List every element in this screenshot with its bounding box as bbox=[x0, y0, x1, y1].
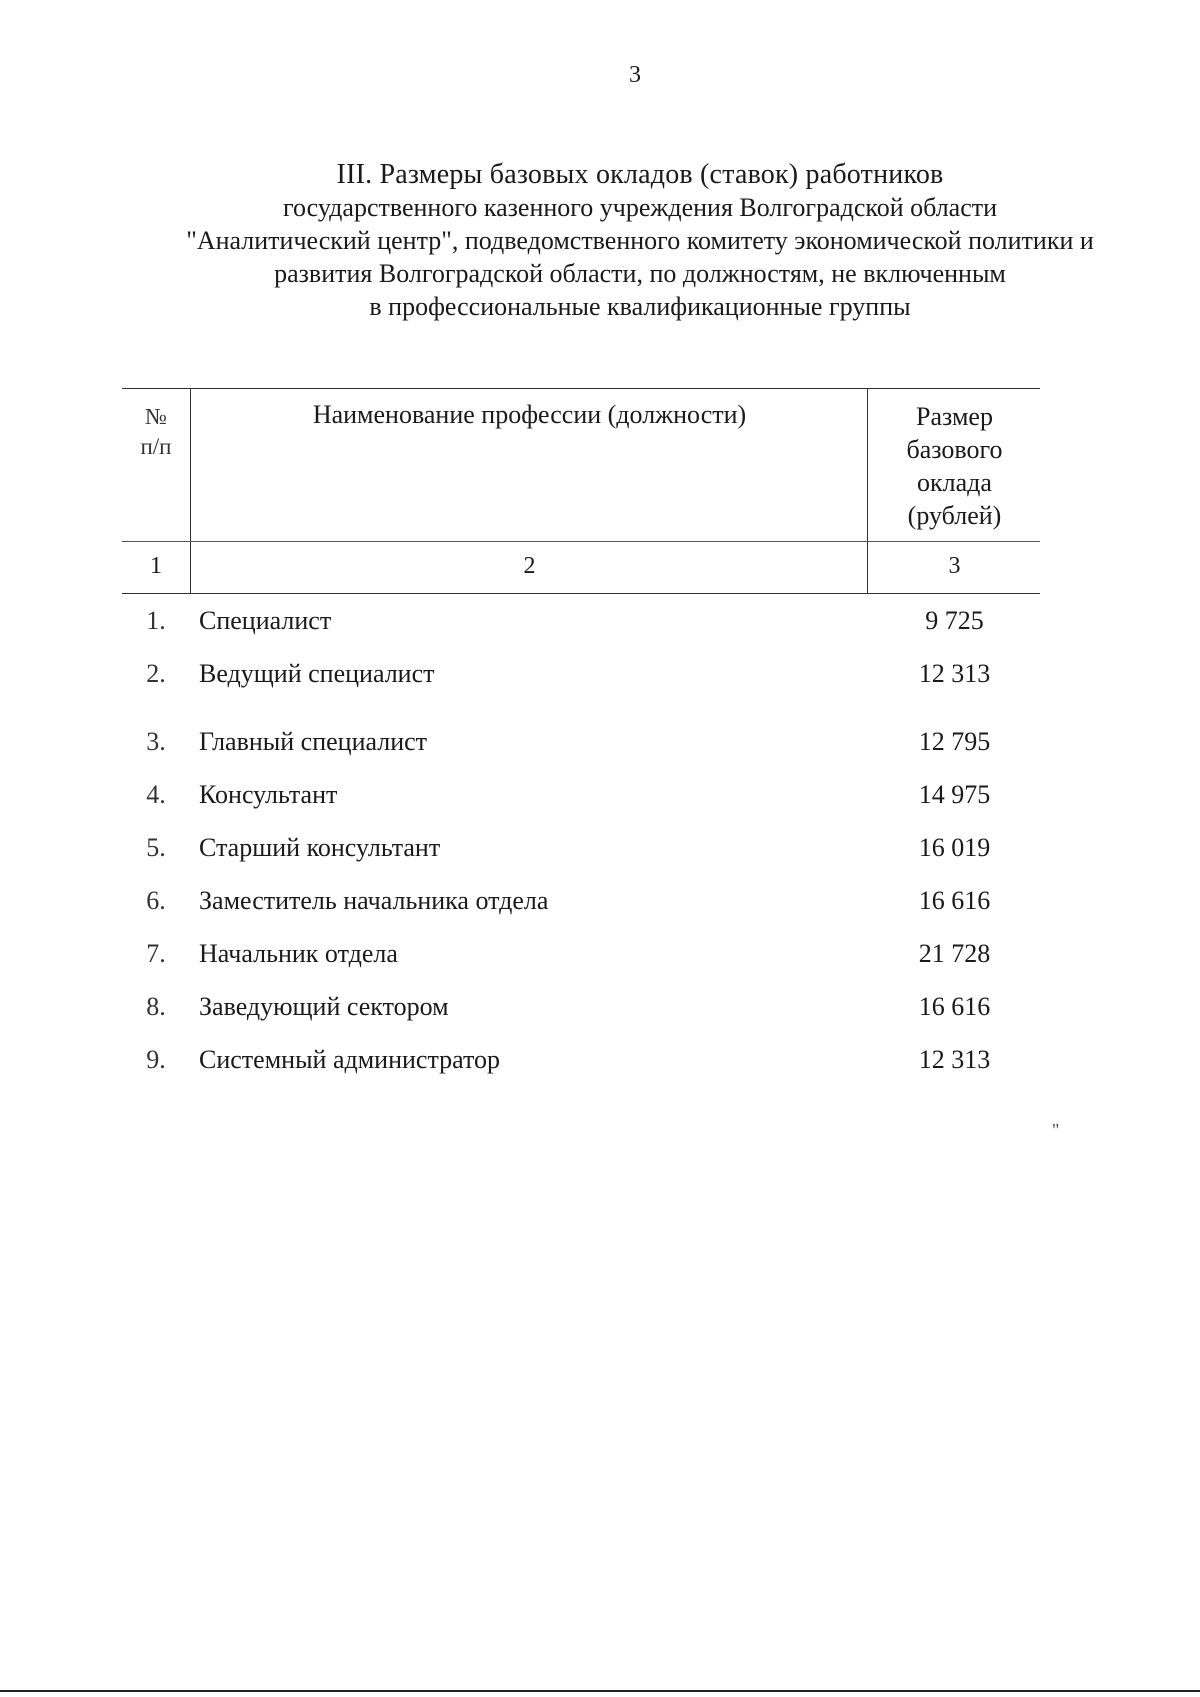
page-number: 3 bbox=[629, 62, 641, 88]
closing-quote-mark: " bbox=[1052, 1120, 1060, 1140]
row-number: 2. bbox=[146, 659, 166, 688]
row-salary: 16 616 bbox=[918, 992, 991, 1021]
table-row bbox=[122, 606, 1040, 659]
page-bottom-rule bbox=[0, 1690, 1200, 1692]
table-row bbox=[122, 780, 1040, 833]
row-number: 3. bbox=[146, 727, 166, 756]
row-position: Системный администратор bbox=[199, 1045, 501, 1074]
header-salary-line: (рублей) bbox=[907, 501, 1002, 530]
table-row bbox=[122, 727, 1040, 780]
header-number-symbol: № bbox=[145, 404, 167, 429]
heading-line-4: развития Волгоградской области, по должностям, не включенным bbox=[274, 259, 1006, 288]
heading-line-2: государственного казенного учреждения Волгоградской области bbox=[282, 193, 998, 222]
row-number: 1. bbox=[146, 606, 166, 635]
column-number: 3 bbox=[948, 553, 961, 579]
table-body bbox=[122, 606, 1040, 1098]
column-number: 2 bbox=[523, 553, 536, 579]
row-salary: 9 725 bbox=[925, 606, 984, 635]
table-header-rule bbox=[122, 541, 1040, 542]
row-salary: 16 616 bbox=[918, 886, 991, 915]
row-position: Заведующий сектором bbox=[199, 992, 449, 1021]
table-row bbox=[122, 886, 1040, 939]
header-salary-line: базового bbox=[906, 435, 1003, 464]
row-position: Заместитель начальника отдела bbox=[199, 886, 549, 915]
heading-line-3: "Аналитический центр", подведомственного комитету экономической политики и bbox=[186, 226, 1094, 255]
row-position: Специалист bbox=[199, 606, 332, 635]
section-heading bbox=[120, 158, 1160, 323]
header-salary bbox=[869, 400, 1040, 532]
row-number: 8. bbox=[146, 992, 166, 1021]
row-number: 7. bbox=[146, 939, 166, 968]
row-number: 5. bbox=[146, 833, 166, 862]
row-position: Главный специалист bbox=[199, 727, 428, 756]
row-salary: 14 975 bbox=[918, 780, 991, 809]
row-salary: 12 313 bbox=[918, 659, 991, 688]
row-number: 9. bbox=[146, 1045, 166, 1074]
table-body-rule bbox=[122, 593, 1040, 594]
table-column-divider bbox=[190, 389, 191, 594]
header-number bbox=[122, 402, 190, 462]
table-column-divider bbox=[867, 389, 868, 594]
row-salary: 16 019 bbox=[918, 833, 991, 862]
table-row bbox=[122, 659, 1040, 712]
row-position: Ведущий специалист bbox=[199, 659, 435, 688]
row-number: 6. bbox=[146, 886, 166, 915]
row-position: Старший консультант bbox=[199, 833, 441, 862]
row-salary: 12 795 bbox=[918, 727, 991, 756]
table-top-rule bbox=[122, 388, 1040, 389]
row-number: 4. bbox=[146, 780, 166, 809]
header-position-name: Наименование профессии (должности) bbox=[312, 400, 747, 429]
table-row bbox=[122, 833, 1040, 886]
row-salary: 12 313 bbox=[918, 1045, 991, 1074]
header-salary-line: Размер bbox=[916, 402, 993, 431]
table-row bbox=[122, 939, 1040, 992]
header-salary-line: оклада bbox=[917, 468, 992, 497]
column-number: 1 bbox=[150, 553, 162, 579]
heading-line-1: III. Размеры базовых окладов (ставок) работников bbox=[336, 159, 944, 190]
row-salary: 21 728 bbox=[918, 939, 991, 968]
row-position: Консультант bbox=[199, 780, 338, 809]
row-position: Начальник отдела bbox=[199, 939, 398, 968]
table-row bbox=[122, 1045, 1040, 1098]
table-row bbox=[122, 992, 1040, 1045]
header-number-abbr: п/п bbox=[140, 434, 172, 459]
heading-line-5: в профессиональные квалификационные группы bbox=[369, 292, 911, 321]
